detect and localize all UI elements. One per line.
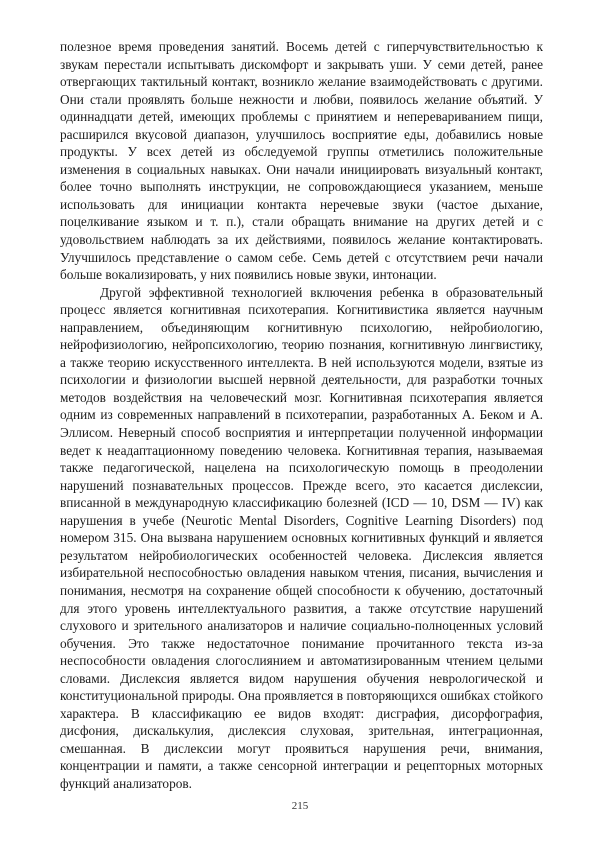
body-text (60, 38, 543, 793)
paragraph-cognitive-therapy: Другой эффективной технологией включения ребенка в образовательный процесс является когнитивная психотерапия. Когнитивистика является научным направлением, объединяющим когнитивную психологию, нейробиологию, нейрофизиологию, нейропсихологию, теорию познания, когнитивную лингвистику, а также теорию искусственного интеллекта. В ней используются модели, взятые из психологии и физиологии высшей нервной деятельности, для разработки точных методов воздействия на человеческий мозг. Когнитивная психотерапия является одним из современных направлений в психотерапии, разработанных А. Беком и А. Эллисом. Неверный способ восприятия и интерпретации полученной информации ведет к неадаптационному поведению человека. Когнитивная терапия, называемая также педагогической, нацелена на психологическую помощь в преодолении нарушений познавательных процессов. Прежде всего, это касается дислексии, вписанной в международную классификацию болезней (ICD — 10, DSM — IV) как нарушения в учебе (Neurotic Mental Disorders, Cognitive Learning Disorders) под номером 315. Она вызвана нарушением основных когнитивных функций и является результатом нейробиологических особенностей человека. Дислексия является избирательной неспособностью овладения навыком чтения, писания, вычисления и понимания, несмотря на сохранение общей способности к обучению, достаточный для этого уровень интеллектуального развития, а также отсутствие нарушений слухового и зрительного анализаторов и наличие социально-полноценных условий обучения. Это также недостаточное понимание прочитанного текста из-за неспособности овладения слогослиянием и автоматизированным чтением целыми словами. Дислексия является видом нарушения обучения неврологической и конституциональной природы. Она проявляется в повторяющихся ошибках стойкого характера. В классификацию ее видов входят: дисграфия, дисорфография, дисфония, дискалькулия, дислексия слуховая, зрительная, интеграционная, смешанная. В дислексии могут проявиться нарушения речи, внимания, концентрации и памяти, а также сенсорной интеграции и рецепторных моторных функций анализаторов. (60, 284, 543, 791)
paragraph-continuation: полезное время проведения занятий. Восемь детей с гиперчувствительностью к звукам перестали испытывать дискомфорт и закрывать уши. У семи детей, ранее отвергающих тактильный контакт, возникло желание взаимодействовать с другими. Они стали проявлять больше нежности и любви, появилось желание объятий. У одиннадцати детей, имеющих проблемы с принятием и неперевариванием пищи, расширился вкусовой диапазон, улучшилось восприятие еды, добавились новые продукты. У всех детей из обследуемой группы отметились положительные изменения в социальных навыках. Они начали инициировать визуальный контакт, более точно выполнять инструкции, не сопровождающиеся указанием, меньше использовать для инициации контакта неречевые звуки (частое дыхание, поцелкивание языком и т. п.), стали обращать внимание на других детей и с удовольствием наблюдать за их действиями, появилось желание контактировать. Улучшилось представление о самом себе. Семь детей с отсутствием речи начали больше вокализировать, у них появились новые звуки, интонации. (60, 39, 543, 283)
page-number: 215 (291, 800, 309, 812)
